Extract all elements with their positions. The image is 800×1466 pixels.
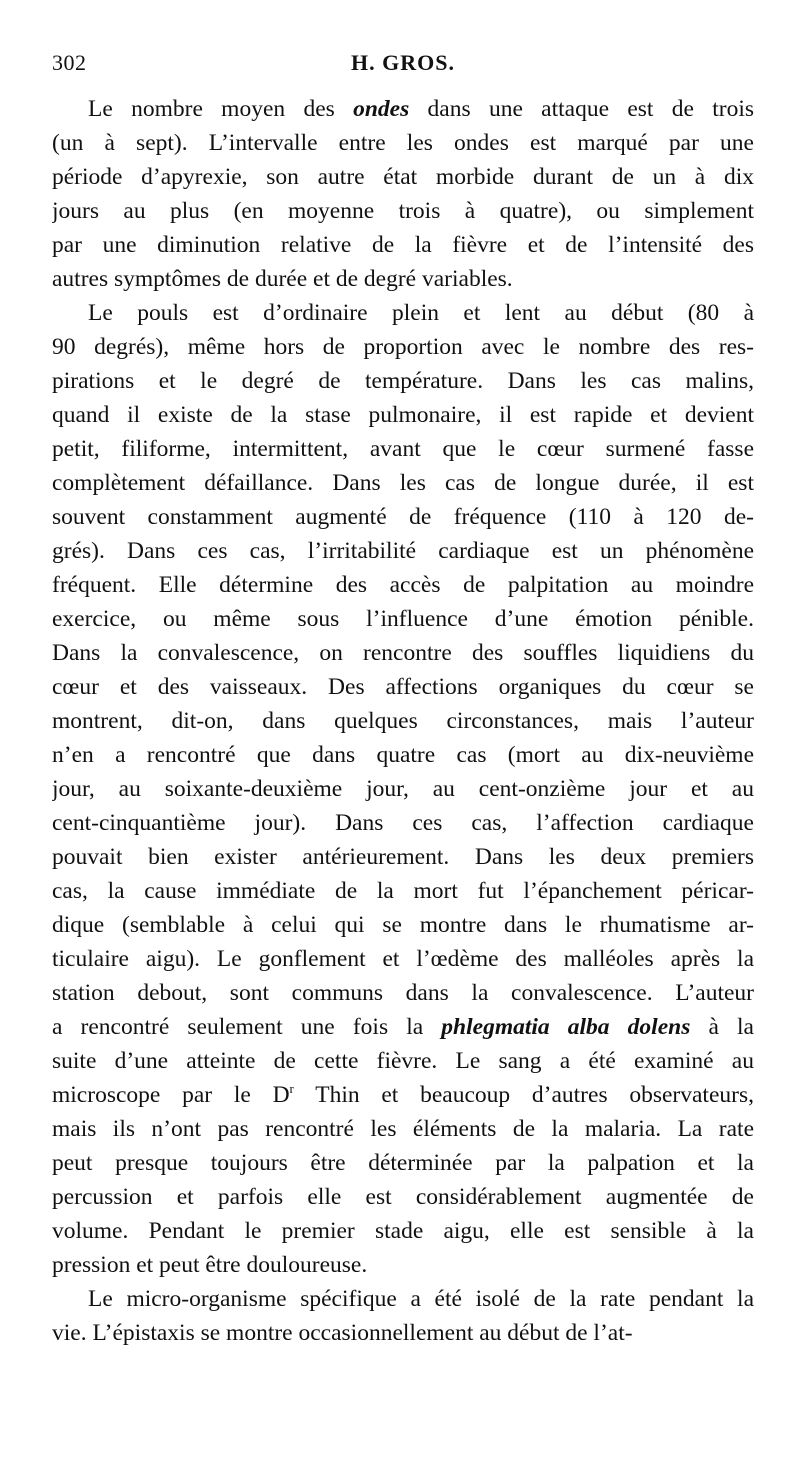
text-line (52, 194, 754, 228)
text-segment: Le nombre moyen des (88, 96, 354, 122)
text-line (52, 874, 754, 908)
text-segment: percussion et parfois elle est considérablement augmentée de (52, 1184, 754, 1210)
text-line (52, 636, 754, 670)
text-line (52, 160, 754, 194)
text-segment: mais ils n’ont pas rencontré les éléments de la malaria. La rate (52, 1116, 754, 1142)
text-line (52, 398, 754, 432)
paragraph (52, 1282, 754, 1350)
text-line (52, 976, 754, 1010)
text-segment: à la (690, 1014, 754, 1040)
text-line (52, 1180, 754, 1214)
text-segment: cent-cinquantième jour). Dans ces cas, l’affection cardiaque (52, 810, 754, 836)
running-head: H. GROS. (351, 50, 455, 75)
text-segment: volume. Pendant le premier stade aigu, elle est sensible à la (52, 1218, 754, 1244)
text-segment: peut presque toujours être déterminée par la palpation et la (52, 1150, 754, 1176)
paragraph (52, 296, 754, 1282)
text-segment: exercice, ou même sous l’influence d’une émotion pénible. (52, 606, 754, 632)
text-segment: pirations et le degré de température. Dans les cas malins, (52, 368, 754, 394)
text-segment: fréquent. Elle détermine des accès de palpitation au moindre (52, 572, 754, 598)
text-line (52, 1248, 754, 1282)
text-segment: dique (semblable à celui qui se montre dans le rhumatisme ar- (52, 912, 754, 938)
text-segment: suite d’une atteinte de cette fièvre. Le sang a été examiné au (52, 1048, 754, 1074)
text-segment: autres symptômes de durée et de degré variables. (52, 266, 513, 292)
text-line (52, 840, 754, 874)
text-segment: grés). Dans ces cas, l’irritabilité cardiaque est un phénomène (52, 538, 754, 564)
text-line (52, 1010, 754, 1044)
text-segment: jour, au soixante-deuxième jour, au cent-onzième jour et au (52, 776, 754, 802)
emphasis-text: phlegmatia alba dolens (441, 1014, 691, 1040)
text-line (52, 92, 754, 126)
text-segment: Dans la convalescence, on rencontre des souffles liquidiens du (52, 640, 754, 666)
text-segment: vie. L’épistaxis se montre occasionnellement au début de l’at- (52, 1320, 633, 1346)
text-line (52, 806, 754, 840)
text-line (52, 738, 754, 772)
text-line (52, 126, 754, 160)
text-line (52, 942, 754, 976)
text-segment: Le micro-organisme spécifique a été isolé de la rate pendant la (88, 1286, 754, 1312)
text-segment: (un à sept). L’intervalle entre les ondes est marqué par une (52, 130, 754, 156)
text-line (52, 772, 754, 806)
text-line (52, 228, 754, 262)
text-line (52, 1112, 754, 1146)
text-line (52, 602, 754, 636)
text-segment: petit, filiforme, intermittent, avant que le cœur surmené fasse (52, 436, 754, 462)
text-segment: Thin et beaucoup d’autres observateurs, (293, 1082, 754, 1108)
text-segment: complètement défaillance. Dans les cas de longue durée, il est (52, 470, 754, 496)
text-segment: par une diminution relative de la fièvre et de l’intensité des (52, 232, 754, 258)
text-segment: station debout, sont communs dans la convalescence. L’auteur (52, 980, 754, 1006)
text-line (52, 330, 754, 364)
text-line (52, 1282, 754, 1316)
text-line (52, 262, 754, 296)
page-number: 302 (52, 50, 87, 75)
text-segment: pouvait bien exister antérieurement. Dans les deux premiers (52, 844, 754, 870)
text-line (52, 1078, 754, 1112)
text-line (52, 432, 754, 466)
text-line (52, 704, 754, 738)
text-segment: microscope par le D (52, 1082, 290, 1108)
text-line (52, 296, 754, 330)
text-line (52, 500, 754, 534)
text-segment: a rencontré seulement une fois la (52, 1014, 442, 1040)
text-segment: cas, la cause immédiate de la mort fut l’épanchement péricar- (52, 878, 754, 904)
text-line (52, 568, 754, 602)
text-segment: jours au plus (en moyenne trois à quatre), ou simplement (52, 198, 754, 224)
text-segment: ticulaire aigu). Le gonflement et l’œdème des malléoles après la (52, 946, 754, 972)
paragraph (52, 92, 754, 296)
text-line (52, 364, 754, 398)
text-segment: n’en a rencontré que dans quatre cas (mort au dix-neuvième (52, 742, 754, 768)
text-line (52, 908, 754, 942)
text-segment: 90 degrés), même hors de proportion avec le nombre des res- (52, 334, 754, 360)
text-line (52, 466, 754, 500)
superscript-text: r (289, 1081, 294, 1097)
text-line (52, 534, 754, 568)
text-segment: souvent constamment augmenté de fréquence (110 à 120 de- (52, 504, 754, 530)
text-segment: Le pouls est d’ordinaire plein et lent au début (80 à (88, 300, 754, 326)
text-segment: montrent, dit-on, dans quelques circonstances, mais l’auteur (52, 708, 754, 734)
text-segment: dans une attaque est de trois (409, 96, 754, 122)
text-segment: pression et peut être douloureuse. (52, 1252, 368, 1278)
text-segment: cœur et des vaisseaux. Des affections organiques du cœur se (52, 674, 754, 700)
text-segment: période d’apyrexie, son autre état morbide durant de un à dix (52, 164, 754, 190)
text-line (52, 1316, 754, 1350)
text-segment: quand il existe de la stase pulmonaire, il est rapide et devient (52, 402, 754, 428)
body-text (52, 92, 754, 1350)
emphasis-text: ondes (353, 96, 410, 122)
text-line (52, 1044, 754, 1078)
page-header (52, 50, 754, 84)
text-line (52, 670, 754, 704)
text-line (52, 1214, 754, 1248)
text-line (52, 1146, 754, 1180)
